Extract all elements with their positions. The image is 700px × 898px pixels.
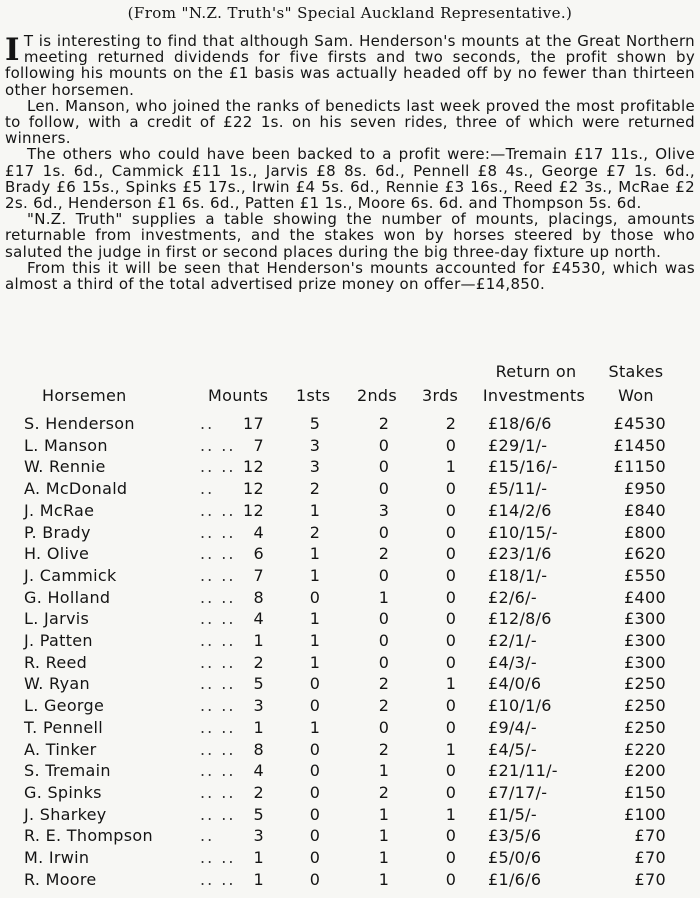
firsts-value: 1 [309, 631, 321, 650]
firsts-value: 1 [309, 544, 321, 564]
seconds-value: 2 [378, 782, 390, 802]
drop-cap: I [5, 32, 20, 68]
seconds-value: 0 [378, 717, 390, 737]
firsts-value: 3 [309, 457, 321, 477]
thirds-value: 2 [445, 414, 457, 433]
horseman-name: L. Manson [24, 435, 108, 455]
horseman-name: T. Pennell [24, 717, 103, 737]
leader-dots: .. .. [200, 522, 236, 542]
table-row [0, 501, 700, 523]
header-thirds: 3rds [422, 386, 459, 405]
firsts-value: 0 [309, 826, 321, 846]
stakes-value: £100 [624, 804, 666, 824]
table-row [0, 566, 700, 588]
table-row [0, 414, 700, 436]
horseman-name: J. Patten [24, 631, 93, 650]
mounts-value: 12 [243, 479, 264, 499]
leader-dots: .. .. [200, 587, 236, 607]
return-value: £10/1/6 [488, 696, 552, 716]
table-row [0, 805, 700, 827]
thirds-value: 0 [445, 587, 457, 607]
mounts-value: 1 [253, 717, 264, 737]
header-stakes-line1: Stakes [608, 362, 664, 381]
seconds-value: 0 [378, 609, 390, 629]
mounts-value: 7 [253, 435, 264, 455]
firsts-value: 0 [309, 739, 321, 759]
seconds-value: 0 [378, 457, 390, 477]
return-value: £10/15/- [488, 522, 558, 542]
firsts-value: 1 [309, 565, 321, 585]
return-value: £4/5/- [488, 739, 537, 759]
thirds-value: 0 [445, 848, 457, 867]
table-row [0, 848, 700, 870]
table-row [0, 523, 700, 545]
return-value: £18/1/- [488, 565, 548, 585]
seconds-value: 1 [378, 761, 390, 781]
seconds-value: 2 [378, 414, 390, 433]
seconds-value: 0 [378, 652, 390, 672]
mounts-value: 12 [243, 500, 264, 520]
horseman-name: G. Holland [24, 587, 111, 607]
horseman-name: R. Moore [24, 869, 97, 889]
leader-dots: .. .. [200, 457, 236, 477]
article-body [5, 33, 695, 292]
return-value: £9/4/- [488, 717, 537, 737]
leader-dots: .. .. [200, 500, 236, 520]
seconds-value: 0 [378, 479, 390, 499]
table-row [0, 783, 700, 805]
leader-dots: .. .. [200, 804, 236, 824]
horseman-name: A. McDonald [24, 479, 128, 499]
table-row [0, 457, 700, 479]
stakes-value: £4530 [613, 414, 666, 433]
return-value: £7/17/- [488, 782, 548, 802]
return-value: £5/0/6 [488, 848, 542, 867]
horseman-name: J. McRae [24, 500, 95, 520]
jockey-results-table [0, 360, 700, 898]
leader-dots: .. .. [200, 544, 236, 564]
seconds-value: 1 [378, 587, 390, 607]
table-row [0, 436, 700, 458]
leader-dots: .. .. [200, 565, 236, 585]
horseman-name: R. E. Thompson [24, 826, 153, 846]
stakes-value: £950 [624, 479, 666, 499]
seconds-value: 0 [378, 565, 390, 585]
table-row [0, 479, 700, 501]
seconds-value: 2 [378, 674, 390, 694]
paragraph-3: The others who could have been backed to a profit were:—Tremain £17 11s., Olive £17 1s. 6d., Cammick £11 1s., Jarvis £8 8s. 6d., Pennell £8 4s., George £7 1s. 6d., Brady £6 15s., Spinks £5 17s., Irwin £4 5s. 6d., Rennie £3 16s., Reed £2 3s., McRae £2 2s. 6d., Henderson £1 6s. 6d., Patten £1 1s., Moore 6s. 6d. and Thompson 5s. 6d. [5, 145, 695, 213]
mounts-value: 8 [253, 587, 264, 607]
leader-dots: .. .. [200, 869, 236, 889]
header-return-line2: Investments [482, 386, 586, 405]
thirds-value: 1 [445, 674, 457, 694]
mounts-value: 5 [253, 804, 264, 824]
firsts-value: 0 [309, 869, 321, 889]
leader-dots: .. [200, 414, 215, 433]
leader-dots: .. .. [200, 761, 236, 781]
horseman-name: W. Rennie [24, 457, 106, 477]
stakes-value: £620 [624, 544, 666, 564]
stakes-value: £70 [634, 848, 666, 867]
leader-dots: .. .. [200, 848, 236, 867]
firsts-value: 0 [309, 696, 321, 716]
return-value: £29/1/- [488, 435, 548, 455]
leader-dots: .. .. [200, 652, 236, 672]
stakes-value: £250 [624, 717, 666, 737]
firsts-value: 5 [309, 414, 321, 433]
mounts-value: 3 [253, 826, 264, 846]
leader-dots: .. .. [200, 674, 236, 694]
thirds-value: 0 [445, 544, 457, 564]
return-value: £12/8/6 [488, 609, 552, 629]
table-row [0, 718, 700, 740]
stakes-value: £200 [624, 761, 666, 781]
thirds-value: 0 [445, 696, 457, 716]
firsts-value: 2 [309, 479, 321, 499]
thirds-value: 1 [445, 457, 457, 477]
thirds-value: 1 [445, 804, 457, 824]
return-value: £21/11/- [488, 761, 558, 781]
return-value: £1/5/- [488, 804, 537, 824]
firsts-value: 3 [309, 435, 321, 455]
header-mounts: Mounts [208, 386, 269, 405]
thirds-value: 0 [445, 869, 457, 889]
stakes-value: £150 [624, 782, 666, 802]
mounts-value: 5 [253, 674, 264, 694]
return-value: £15/16/- [488, 457, 558, 477]
horseman-name: W. Ryan [24, 674, 90, 694]
mounts-value: 1 [253, 869, 264, 889]
header-horsemen: Horsemen [42, 386, 127, 405]
seconds-value: 0 [378, 522, 390, 542]
thirds-value: 0 [445, 782, 457, 802]
firsts-value: 0 [309, 587, 321, 607]
return-value: £2/1/- [488, 631, 537, 650]
horseman-name: M. Irwin [24, 848, 90, 867]
mounts-value: 3 [253, 696, 264, 716]
horseman-name: R. Reed [24, 652, 88, 672]
stakes-value: £840 [624, 500, 666, 520]
seconds-value: 3 [378, 500, 390, 520]
seconds-value: 1 [378, 848, 390, 867]
horseman-name: H. Olive [24, 544, 90, 564]
paragraph-5: From this it will be seen that Henderson's mounts accounted for £4530, which was almost a third of the total advertised prize money on offer—£14,850. [5, 258, 695, 294]
stakes-value: £300 [624, 631, 666, 650]
mounts-value: 2 [253, 782, 264, 802]
return-value: £5/11/- [488, 479, 548, 499]
leader-dots: .. .. [200, 609, 236, 629]
seconds-value: 2 [378, 544, 390, 564]
horseman-name: L. Jarvis [24, 609, 90, 629]
table-row [0, 826, 700, 848]
table-row [0, 740, 700, 762]
header-return-line1: Return on [495, 362, 577, 381]
thirds-value: 0 [445, 522, 457, 542]
leader-dots: .. [200, 479, 215, 499]
seconds-value: 0 [378, 435, 390, 455]
leader-dots: .. .. [200, 631, 236, 650]
stakes-value: £300 [624, 652, 666, 672]
mounts-value: 1 [253, 631, 264, 650]
header-seconds: 2nds [357, 386, 398, 405]
paragraph-2: Len. Manson, who joined the ranks of benedicts last week proved the most profitable to follow, with a credit of £22 1s. on his seven rides, three of which were returned winners. [5, 96, 695, 148]
table-row [0, 609, 700, 631]
return-value: £2/6/- [488, 587, 537, 607]
leader-dots: .. .. [200, 782, 236, 802]
horseman-name: S. Tremain [24, 761, 111, 781]
table-row [0, 588, 700, 610]
mounts-value: 2 [253, 652, 264, 672]
mounts-value: 4 [253, 761, 264, 781]
horseman-name: J. Sharkey [24, 804, 107, 824]
firsts-value: 2 [309, 522, 321, 542]
horseman-name: A. Tinker [24, 739, 97, 759]
firsts-value: 1 [309, 652, 321, 672]
seconds-value: 1 [378, 869, 390, 889]
thirds-value: 0 [445, 631, 457, 650]
stakes-value: £1150 [613, 457, 666, 477]
thirds-value: 1 [445, 739, 457, 759]
thirds-value: 0 [445, 479, 457, 499]
thirds-value: 0 [445, 609, 457, 629]
return-value: £4/3/- [488, 652, 537, 672]
return-value: £18/6/6 [488, 414, 552, 433]
stakes-value: £250 [624, 696, 666, 716]
stakes-value: £300 [624, 609, 666, 629]
firsts-value: 1 [309, 500, 321, 520]
header-firsts: 1sts [296, 386, 331, 405]
firsts-value: 0 [309, 761, 321, 781]
mounts-value: 6 [253, 544, 264, 564]
leader-dots: .. .. [200, 717, 236, 737]
mounts-value: 12 [243, 457, 264, 477]
table-row [0, 631, 700, 653]
return-value: £3/5/6 [488, 826, 542, 846]
return-value: £4/0/6 [488, 674, 542, 694]
leader-dots: .. .. [200, 696, 236, 716]
table-row [0, 544, 700, 566]
paragraph-1 [5, 33, 695, 98]
seconds-value: 1 [378, 826, 390, 846]
firsts-value: 0 [309, 782, 321, 802]
table-row [0, 674, 700, 696]
table-row [0, 870, 700, 892]
stakes-value: £1450 [613, 435, 666, 455]
firsts-value: 0 [309, 674, 321, 694]
leader-dots: .. .. [200, 435, 236, 455]
seconds-value: 1 [378, 804, 390, 824]
paragraph-1-text: T is interesting to find that although Sam. Henderson's mounts at the Great Northern meeting returned dividends for five firsts and two seconds, the profit shown by following his mounts on the £1 basis was actually headed off by no fewer than thirteen other horsemen. [5, 32, 695, 99]
header-stakes-line2: Won [618, 386, 654, 405]
thirds-value: 0 [445, 435, 457, 455]
stakes-value: £250 [624, 674, 666, 694]
thirds-value: 0 [445, 717, 457, 737]
firsts-value: 1 [309, 717, 321, 737]
mounts-value: 7 [253, 565, 264, 585]
paragraph-4: "N.Z. Truth" supplies a table showing the number of mounts, placings, amounts returnable from investments, and the stakes won by horses steered by those who saluted the judge in first or second places during the big three-day fixture up north. [5, 210, 695, 261]
seconds-value: 0 [378, 631, 390, 650]
thirds-value: 0 [445, 565, 457, 585]
horseman-name: J. Cammick [24, 565, 117, 585]
stakes-value: £800 [624, 522, 666, 542]
stakes-value: £70 [634, 826, 666, 846]
thirds-value: 0 [445, 652, 457, 672]
mounts-value: 1 [253, 848, 264, 867]
stakes-value: £400 [624, 587, 666, 607]
firsts-value: 0 [309, 848, 321, 867]
firsts-value: 1 [309, 609, 321, 629]
return-value: £1/6/6 [488, 869, 542, 889]
thirds-value: 0 [445, 826, 457, 846]
table-row [0, 696, 700, 718]
stakes-value: £550 [624, 565, 666, 585]
mounts-value: 17 [243, 414, 264, 433]
horseman-name: G. Spinks [24, 782, 102, 802]
mounts-value: 4 [253, 522, 264, 542]
horseman-name: L. George [24, 696, 105, 716]
mounts-value: 8 [253, 739, 264, 759]
horseman-name: P. Brady [24, 522, 91, 542]
leader-dots: .. .. [200, 739, 236, 759]
seconds-value: 2 [378, 696, 390, 716]
return-value: £14/2/6 [488, 500, 552, 520]
seconds-value: 2 [378, 739, 390, 759]
table-row [0, 761, 700, 783]
thirds-value: 0 [445, 500, 457, 520]
return-value: £23/1/6 [488, 544, 552, 564]
horseman-name: S. Henderson [24, 414, 135, 433]
leader-dots: .. [200, 826, 215, 846]
mounts-value: 4 [253, 609, 264, 629]
stakes-value: £220 [624, 739, 666, 759]
stakes-value: £70 [634, 869, 666, 889]
thirds-value: 0 [445, 761, 457, 781]
article-dateline: (From "N.Z. Truth's" Special Auckland Representative.) [127, 4, 573, 22]
firsts-value: 0 [309, 804, 321, 824]
table-row [0, 653, 700, 675]
